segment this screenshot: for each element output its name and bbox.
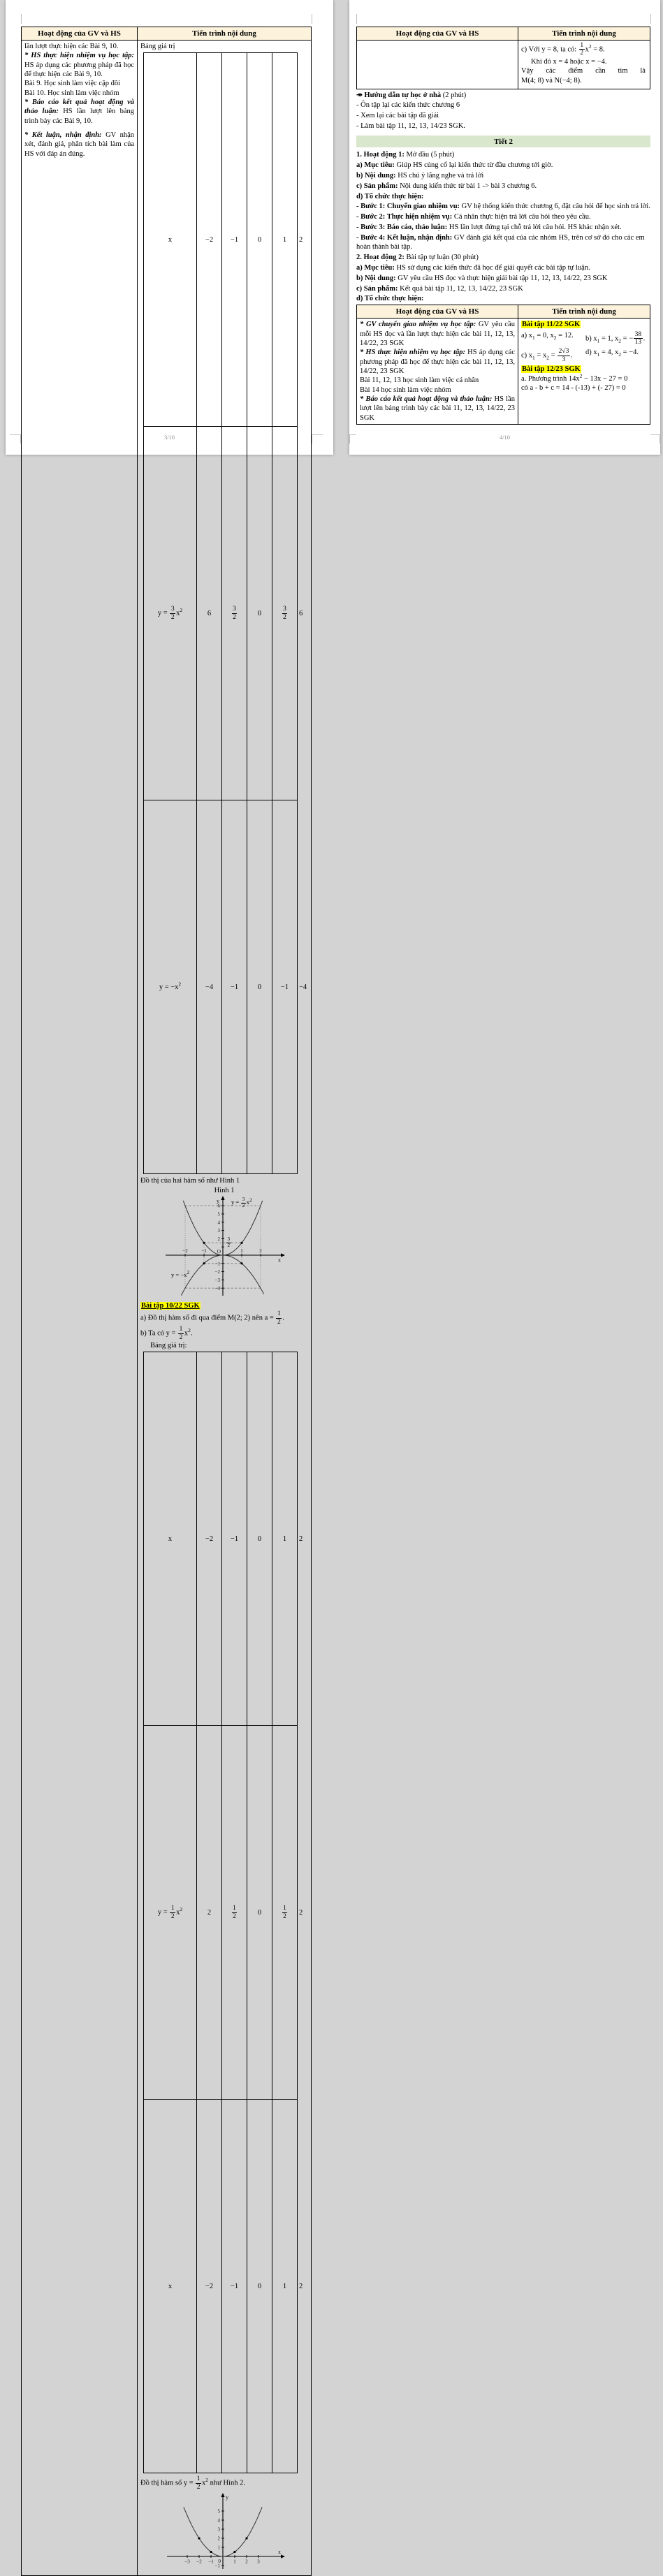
text-run: 1 — [597, 337, 600, 344]
column-header-gv-hs: Hoạt động của GV và HS — [22, 27, 138, 41]
text-run: - Làm bài tập 11, 12, 13, 14/23 SGK. — [356, 122, 465, 130]
row-label — [144, 53, 197, 427]
section-banner: Tiết 2 — [356, 136, 650, 147]
svg-text:−2: −2 — [182, 1247, 188, 1254]
text-run: y = −x — [171, 1271, 187, 1278]
text-run: 2 — [180, 1906, 183, 1913]
text-run: 2. Hoạt động 2: — [356, 254, 405, 262]
text-run: c) Sản phẩm: — [356, 182, 398, 190]
highlighted-text: Bài tập 11/22 SGK — [522, 321, 581, 329]
answer-item — [585, 348, 647, 363]
text-run: = 12. — [556, 331, 574, 339]
answer-item — [521, 331, 583, 346]
value-cell: 1 — [272, 1352, 298, 1726]
value-cell: 0 — [247, 1352, 272, 1726]
table-row — [357, 41, 650, 89]
paragraph — [521, 320, 647, 329]
text-run: - Ôn tập lại các kiến thức chương 6 — [356, 101, 460, 110]
content-cell — [518, 319, 650, 425]
text-run: ↠ Hướng dẫn tự học ở nhà — [356, 91, 442, 99]
paragraph — [356, 212, 650, 221]
value-cell: −1 — [222, 2100, 247, 2473]
text-run: HS lần lượt lên bảng trình bày các Bài 9, 10. — [24, 108, 134, 125]
lesson-body — [356, 91, 650, 304]
value-table — [143, 52, 307, 1174]
paragraph — [356, 274, 650, 283]
text-run: c) Sản phẩm: — [356, 284, 398, 293]
margin-mark — [650, 14, 651, 24]
paragraph — [356, 101, 650, 110]
svg-text:3: 3 — [217, 1228, 220, 1234]
paragraph — [24, 98, 134, 126]
paragraph — [356, 233, 650, 252]
value-cell: −2 — [197, 2100, 222, 2473]
paragraph — [140, 2475, 308, 2491]
text-run: y = — [157, 1908, 170, 1917]
answer-grid — [521, 331, 647, 364]
text-run: . — [570, 351, 573, 360]
value-row: y = $\frac{3}{2}$ $x^2$ 6 $\frac{3}{2}$ 0 $\frac{3}{2}$ 6 — [144, 427, 298, 800]
paragraph — [356, 202, 650, 211]
paragraph — [140, 1301, 308, 1310]
svg-text:2: 2 — [245, 2559, 248, 2565]
text-run: Cá nhân thực hiện trả lời câu hỏi theo yêu cầu. — [452, 213, 591, 221]
column-header-gv-hs: Hoạt động của GV và HS — [357, 27, 518, 41]
text-run: a. Phương trình 14x — [521, 374, 580, 383]
value-cell: −2 — [197, 53, 222, 427]
text-run: = 8. — [591, 45, 605, 54]
paragraph — [356, 192, 650, 201]
paragraph — [356, 253, 650, 262]
text-run: = −4. — [621, 349, 639, 357]
svg-text:4: 4 — [217, 2517, 220, 2524]
text-run: 2 — [178, 981, 182, 988]
text-run: * Kết luận, nhận định: — [24, 131, 102, 139]
column-header-content: Tiến trình nội dung — [138, 27, 312, 41]
paragraph — [140, 1310, 308, 1326]
text-run: * HS thực hiện nhiệm vụ học tập: — [360, 349, 465, 357]
svg-text:O: O — [217, 1247, 221, 1254]
svg-text:−1: −1 — [214, 1261, 220, 1267]
svg-text:−1: −1 — [214, 2563, 220, 2569]
text-run: 2 — [546, 354, 549, 361]
svg-text:−4: −4 — [214, 1285, 220, 1291]
gv-hs-cell — [357, 319, 518, 425]
text-run: x — [168, 1535, 173, 1543]
value-cell: 0 — [247, 53, 272, 427]
text-run: Bài 9. Học sinh làm việc cặp đôi — [24, 80, 121, 88]
paragraph — [356, 284, 650, 293]
text-run: a) x — [521, 331, 533, 339]
fraction: $\frac{38}{13}$ — [634, 330, 642, 346]
text-run: = 1, x — [599, 334, 619, 342]
text-run: − 13x − 27 = 0 — [582, 374, 628, 383]
paragraph — [521, 42, 647, 57]
text-run: 2 — [249, 1196, 252, 1203]
value-row: x −2 −1 0 1 2 — [144, 2100, 298, 2473]
margin-mark — [21, 14, 22, 24]
answer-item — [521, 348, 583, 363]
paragraph — [356, 150, 650, 159]
row-label — [144, 2100, 197, 2473]
text-run: GV hệ thống kiến thức chương 6, đặt câu hỏi để học sinh trả lời. — [460, 203, 650, 211]
paragraph — [521, 57, 647, 66]
page-number: 4/10 — [499, 434, 511, 441]
value-cell: −1 — [222, 1352, 247, 1726]
text-run: x — [202, 2479, 206, 2487]
text-run: Khi đó x = 4 hoặc x = −4. — [531, 57, 607, 66]
curve-label — [226, 1237, 232, 1248]
svg-text:−3: −3 — [184, 2559, 190, 2565]
text-run: 2 — [618, 337, 622, 344]
paragraph — [24, 79, 134, 88]
text-run: - Xem lại các bài tập đã giải — [356, 112, 439, 120]
paragraph — [356, 161, 650, 170]
value-cell: −4 — [197, 800, 222, 1174]
svg-text:−2: −2 — [214, 1269, 220, 1275]
paragraph — [356, 111, 650, 120]
row-label — [144, 1726, 197, 2100]
fraction: $\frac{3}{2}$ — [170, 606, 175, 621]
column-header-gv-hs: Hoạt động của GV và HS — [357, 305, 518, 319]
svg-text:3: 3 — [257, 2559, 260, 2565]
text-run: Đồ thị của hai hàm số như Hình 1 — [140, 1177, 240, 1185]
svg-text:2: 2 — [217, 1236, 220, 1242]
svg-text:y: y — [217, 1197, 219, 1204]
row-label — [144, 427, 197, 800]
text-run: Bài 11, 12, 13 học sinh làm việc cá nhân — [360, 376, 479, 385]
page-content — [356, 27, 650, 425]
svg-text:−2: −2 — [196, 2559, 202, 2565]
text-run: x — [184, 1329, 189, 1338]
text-run: Kết quả bài tập 11, 12, 13, 14/22, 23 SGK — [398, 284, 523, 293]
svg-text:5: 5 — [217, 1211, 220, 1217]
svg-text:3: 3 — [217, 2526, 220, 2533]
text-run: GV đánh giá kết quả của các nhóm HS, trên cơ sở đó cho các em hoàn thành bài tập. — [356, 233, 645, 251]
value-cell: 0 — [247, 800, 272, 1174]
svg-text:y: y — [226, 2494, 228, 2501]
text-run: GV yêu cầu HS đọc và thực hiện giải bài tập 11, 12, 13, 14/22, 23 SGK — [395, 274, 608, 282]
paragraph — [356, 122, 650, 131]
text-run: 2 — [588, 43, 592, 50]
activity-table — [356, 27, 650, 89]
text-run: như Hình 2. — [208, 2479, 245, 2487]
content-cell — [138, 41, 312, 2576]
text-run: Hình 1 — [214, 1186, 235, 1194]
curve-label — [231, 1197, 252, 1208]
paragraph — [356, 294, 650, 303]
text-run: x — [246, 1199, 250, 1206]
value-cell — [272, 427, 298, 800]
paragraph — [360, 386, 515, 395]
value-cell — [272, 1726, 298, 2100]
fraction: $\frac{1}{2}$ — [277, 1310, 281, 1326]
text-run: y = — [157, 609, 170, 617]
text-run: lần lượt thực hiện các Bài 9, 10. — [24, 43, 119, 50]
function-graph — [161, 1196, 287, 1300]
fraction: $\frac{1}{2}$ — [580, 42, 584, 57]
paragraph — [360, 320, 515, 348]
text-run: x — [585, 45, 589, 54]
text-run: 1 — [532, 334, 535, 341]
svg-text:2: 2 — [217, 2535, 220, 2542]
curve-label — [171, 1269, 190, 1278]
document-page-left[interactable] — [6, 0, 333, 2569]
value-cell — [222, 427, 247, 800]
svg-text:4: 4 — [217, 1220, 220, 1226]
paragraph — [356, 263, 650, 272]
paragraph — [356, 223, 650, 232]
text-run: Bài 10. Học sinh làm việc nhóm — [24, 89, 119, 97]
fraction: $\frac{3}{2}$ — [227, 1236, 230, 1248]
text-run: có a - b + c = 14 - (-13) + (- 27) = 0 — [521, 383, 626, 392]
value-row: x −2 −1 0 1 2 — [144, 1352, 298, 1726]
fraction: $\frac{1}{2}$ — [283, 1905, 286, 1920]
value-row: y = $\frac{1}{2}$ $x^2$ 2 $\frac{1}{2}$ 0 $\frac{1}{2}$ 2 — [144, 1726, 298, 2100]
value-cell: 0 — [247, 2100, 272, 2473]
paragraph — [360, 376, 515, 385]
paragraph — [360, 348, 515, 376]
paragraph — [356, 182, 650, 191]
text-run: (2 phút) — [441, 91, 467, 99]
table-row — [22, 41, 312, 2576]
gv-hs-cell — [22, 41, 138, 2576]
text-run: Bài 14 học sinh làm việc nhóm — [360, 386, 451, 394]
text-run: = x — [534, 351, 547, 360]
text-run: . — [282, 1314, 284, 1322]
svg-text:2: 2 — [259, 1247, 262, 1254]
text-run: HS áp dụng các phương pháp đã học để thực hiện các bài 11, 12, 13, 14/22, 23 SGK — [360, 349, 515, 375]
value-row: x −2 −1 0 1 2 — [144, 53, 298, 427]
paragraph — [521, 374, 647, 383]
text-run: Bảng giá trị — [140, 43, 175, 50]
text-run: - Bước 2: Thực hiện nhiệm vụ: — [356, 213, 453, 221]
text-run: = 0, x — [534, 331, 554, 339]
paragraph — [360, 395, 515, 423]
text-run: d) x — [585, 349, 597, 357]
paragraph — [140, 42, 308, 51]
paragraph — [356, 91, 650, 100]
value-cell: −2 — [197, 1352, 222, 1726]
text-run: = 4, x — [599, 349, 619, 357]
value-cell: 0 — [247, 427, 272, 800]
text-run: HS sử dụng các kiến thức đã học để giải quyết các bài tập tự luận. — [394, 263, 590, 272]
fraction: $\frac{3}{2}$ — [242, 1196, 245, 1208]
text-run: x — [168, 2282, 173, 2290]
text-run: HS lần lượt đứng tại chỗ trả lời câu hỏi. HS khác nhận xét. — [447, 224, 622, 232]
activity-table — [21, 27, 312, 2576]
text-run: - Bước 3: Báo cáo, thảo luận: — [356, 224, 448, 232]
text-run: GV yêu cầu mỗi HS đọc và lần lượt thực hiện các bài 11, 12, 13, 14/22, 23 SGK — [360, 321, 515, 347]
text-run: b) Ta có y = — [140, 1329, 178, 1338]
svg-text:−3: −3 — [214, 1277, 220, 1283]
column-header-content: Tiến trình nội dung — [518, 305, 650, 319]
paragraph — [140, 1341, 308, 1350]
page-content — [21, 27, 312, 2576]
fraction: $\frac{3}{2}$ — [283, 606, 286, 621]
svg-text:5: 5 — [217, 2508, 220, 2515]
text-run: = — [548, 351, 558, 360]
text-run: HS chú ý lắng nghe và trả lời — [395, 171, 484, 180]
svg-text:1: 1 — [233, 2559, 236, 2565]
row-label — [144, 800, 197, 1174]
fraction: $\frac{1}{2}$ — [179, 1326, 183, 1341]
paragraph — [24, 89, 134, 98]
text-run: M(4; 8) và N(−4; 8). — [521, 76, 582, 85]
paragraph — [24, 131, 134, 159]
highlighted-text: Bài tập 12/23 SGK — [522, 365, 581, 374]
svg-text:x: x — [278, 1257, 281, 1264]
fraction: $\frac{2√3}{3}$ — [558, 348, 569, 363]
paragraph — [24, 42, 134, 51]
paragraph — [24, 51, 134, 79]
document-page-right[interactable] — [349, 0, 660, 455]
text-run: 1 — [532, 354, 535, 361]
text-run: * HS thực hiện nhiệm vụ học tập: — [24, 52, 134, 60]
text-run: . — [643, 334, 646, 342]
text-run: 2 — [579, 372, 583, 379]
value-cell: 2 — [197, 1726, 222, 2100]
text-run: HS lần lượt lên bảng trình bày các bài 11, 12, 13, 14/22, 23 SGK — [360, 395, 515, 422]
text-run: Đồ thị hàm số y = — [140, 2479, 196, 2487]
value-row: $y = -x^2$ −4 −1 0 −1 −4 — [144, 800, 298, 1174]
text-run: Nội dung kiến thức từ bài 1 -> bài 3 chương 6. — [398, 182, 537, 190]
text-run: 1. Hoạt động 1: — [356, 151, 405, 159]
text-run: b) Nội dung: — [356, 274, 396, 282]
text-run: 1 — [597, 351, 600, 358]
text-run: GV nhận xét, đánh giá, phân tích bài làm của HS với đáp án đúng. — [24, 131, 134, 158]
fraction: $\frac{1}{2}$ — [233, 1905, 236, 1920]
text-run: b) Nội dung: — [356, 171, 396, 180]
function-graph — [161, 2492, 287, 2573]
svg-text:x: x — [278, 2549, 281, 2556]
text-run: * Báo cáo kết quả hoạt động và thảo luận: — [360, 395, 493, 403]
content-cell — [518, 41, 650, 89]
highlighted-text: Bài tập 10/22 SGK — [141, 1301, 200, 1310]
text-run: y = — [231, 1199, 241, 1206]
fraction: $\frac{1}{2}$ — [170, 1905, 175, 1920]
text-run: x — [168, 235, 173, 244]
column-header-content: Tiến trình nội dung — [518, 27, 650, 41]
activity-table — [356, 305, 650, 425]
svg-text:1: 1 — [240, 1247, 243, 1254]
paragraph: Vậy các điểm cần tìm là — [521, 67, 646, 75]
value-table — [143, 1352, 303, 2473]
text-run: 2 — [188, 1327, 191, 1334]
text-run: = − — [621, 334, 634, 342]
svg-text:1: 1 — [217, 2545, 220, 2551]
paragraph — [521, 365, 647, 374]
text-run: 2 — [205, 2477, 209, 2484]
text-run: Bài tập tự luận (30 phút) — [404, 254, 479, 262]
answer-item — [585, 331, 647, 346]
text-run: b) x — [585, 334, 597, 342]
table-row — [357, 319, 650, 425]
page-number: 3/10 — [163, 434, 175, 441]
value-cell: 6 — [197, 427, 222, 800]
text-run: d) Tổ chức thực hiện: — [356, 295, 424, 303]
text-run: 2 — [187, 1269, 190, 1276]
text-run: . — [190, 1329, 193, 1338]
text-run: - Bước 1: Chuyển giao nhiệm vụ: — [356, 203, 460, 211]
text-run: 2 — [553, 334, 557, 341]
row-label — [144, 1352, 197, 1726]
svg-text:6: 6 — [217, 1203, 220, 1209]
text-run: c) x — [521, 351, 533, 360]
text-run: 2 — [180, 607, 183, 614]
value-cell: −1 — [222, 800, 247, 1174]
text-run: d) Tổ chức thực hiện: — [356, 192, 424, 200]
value-cell: −1 — [272, 800, 298, 1174]
paragraph — [140, 1326, 308, 1341]
fraction: $\frac{1}{2}$ — [196, 2475, 201, 2491]
text-run: 2 — [618, 351, 622, 358]
svg-text:−1: −1 — [201, 1247, 207, 1254]
text-run: * Báo cáo kết quả hoạt động và thảo luận: — [24, 98, 134, 116]
paragraph — [521, 383, 647, 393]
text-run: x — [176, 609, 180, 617]
text-run: * GV chuyển giao nhiệm vụ học tập: — [360, 321, 476, 329]
paragraph — [521, 76, 647, 85]
value-cell: 1 — [272, 53, 298, 427]
text-run: a) Mục tiêu: — [356, 263, 395, 272]
text-run: - Bước 4: Kết luận, nhận định: — [356, 233, 453, 242]
text-run: c) Với y = 8, ta có: — [521, 45, 578, 54]
margin-mark — [356, 14, 357, 24]
text-run: x — [176, 1908, 180, 1917]
paragraph — [356, 171, 650, 180]
value-cell: 1 — [272, 2100, 298, 2473]
text-run: Bảng giá trị: — [150, 1342, 187, 1350]
value-cell: 0 — [247, 1726, 272, 2100]
svg-text:0: 0 — [218, 2558, 221, 2565]
value-cell: −1 — [222, 53, 247, 427]
text-run: HS áp dụng các phương pháp đã học để thực hiện các Bài 9, 10. — [24, 61, 134, 78]
fraction: $\frac{3}{2}$ — [233, 606, 236, 621]
text-run: a) Đồ thị hàm số đi qua điểm M(2; 2) nên a = — [140, 1314, 276, 1322]
svg-text:−1: −1 — [208, 2559, 214, 2565]
text-run: a) Mục tiêu: — [356, 161, 395, 170]
value-cell — [222, 1726, 247, 2100]
text-run: y = −x — [159, 983, 179, 991]
gv-hs-cell — [357, 41, 518, 89]
text-run: Giúp HS củng cố lại kiến thức từ đầu chương tới giờ. — [394, 161, 553, 170]
paragraph — [140, 1186, 308, 1195]
text-run: Mở đầu (5 phút) — [404, 151, 455, 159]
paragraph — [140, 1176, 308, 1185]
